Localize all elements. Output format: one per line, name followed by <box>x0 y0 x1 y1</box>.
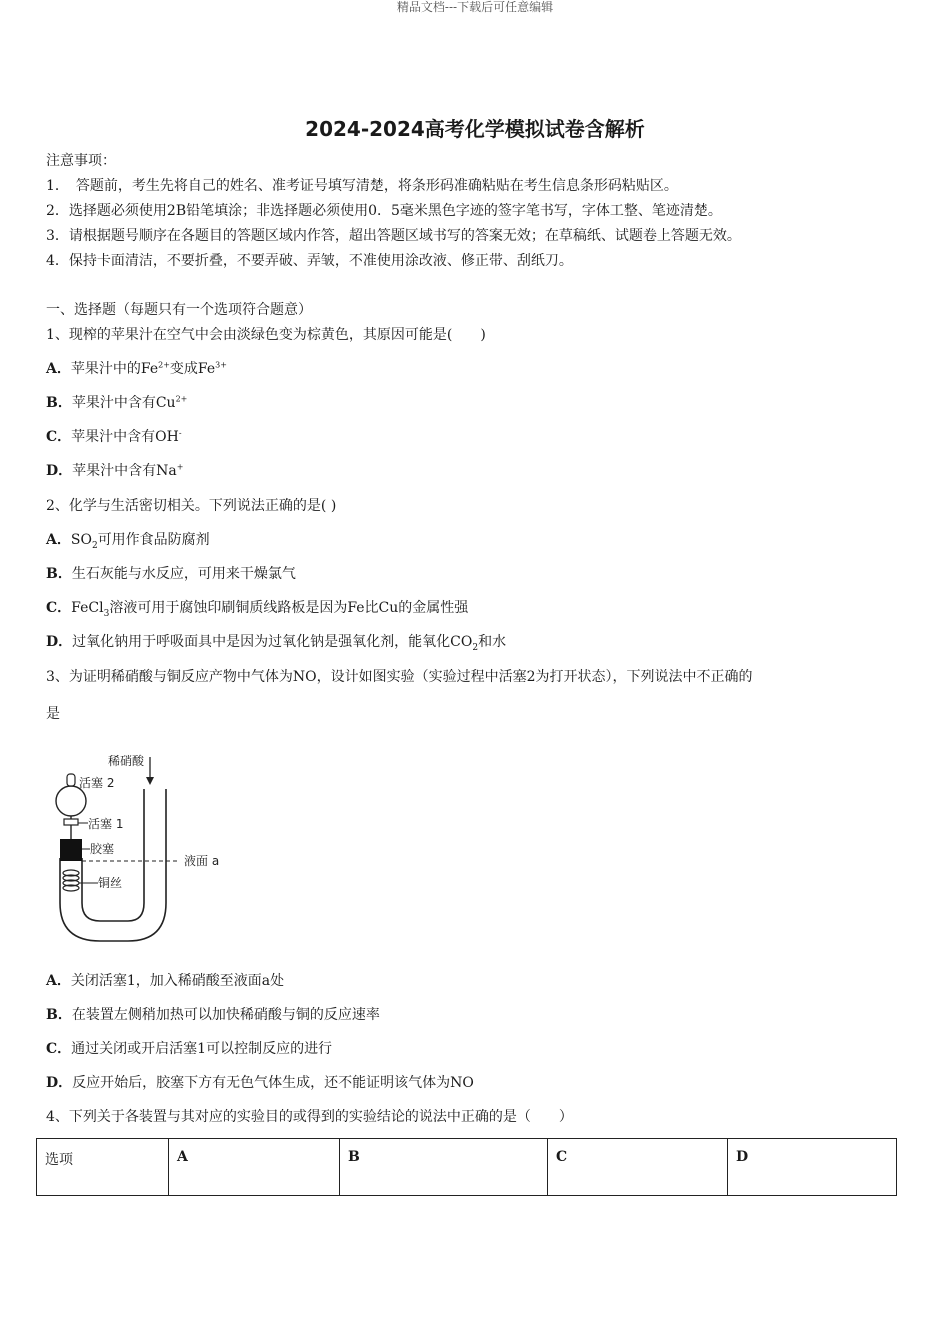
charge-superscript: 2+ <box>175 394 188 404</box>
charge-superscript: 2+ <box>158 360 170 370</box>
option-label: B． <box>46 1007 72 1023</box>
label-rubber-stopper: 胶塞 <box>90 842 115 856</box>
rubber-stopper <box>60 839 82 861</box>
q3-option-d <box>46 1074 474 1092</box>
table-header-cell: B <box>340 1139 548 1196</box>
charge-superscript: + <box>176 462 184 472</box>
q3-stem-line-1: 3、为证明稀硝酸与铜反应产物中气体为NO，设计如图实验（实验过程中活塞2为打开状态），下列说法中不正确的 <box>46 669 753 685</box>
valve-1 <box>64 819 78 825</box>
funnel-bulb <box>56 786 86 816</box>
option-text: 在装置左侧稍加热可以加快稀硝酸与铜的反应速率 <box>71 1007 380 1023</box>
option-text: 和水 <box>478 634 507 650</box>
table-header-cell: D <box>728 1139 897 1196</box>
option-text: SO <box>70 532 92 548</box>
option-label: A． <box>46 361 71 377</box>
notice-item-3: 3．请根据题号顺序在各题目的答题区域内作答，超出答题区域书写的答案无效；在草稿纸、试题卷上答题无效。 <box>46 228 741 244</box>
section-heading: 一、选择题（每题只有一个选项符合题意） <box>46 302 312 318</box>
option-text: 可用作食品防腐剂 <box>97 532 210 548</box>
q2-stem: 2、化学与生活密切相关。下列说法正确的是( ) <box>46 498 337 514</box>
q1-option-a <box>46 360 227 378</box>
q1-option-b <box>46 394 187 412</box>
q3-stem-line-2: 是 <box>46 706 60 722</box>
notice-item-2: 2．选择题必须使用2B铅笔填涂；非选择题必须使用0．5毫米黑色字迹的签字笔书写，字体工整、笔迹清楚。 <box>46 203 722 219</box>
q2-option-a <box>46 531 210 549</box>
option-label: C． <box>46 429 72 445</box>
option-label: D． <box>46 634 73 650</box>
valve-2 <box>67 774 75 786</box>
option-text: 过氧化钠用于呼吸面具中是因为过氧化钠是强氧化剂，能氧化CO <box>72 634 473 650</box>
table-header-cell: C <box>548 1139 728 1196</box>
q2-option-c <box>46 599 468 617</box>
option-label: B． <box>46 395 72 411</box>
page-title: 2024-2024高考化学模拟试卷含解析 <box>305 117 645 141</box>
option-text: 苹果汁中的Fe <box>70 361 159 377</box>
notice-item-1: 1． 答题前，考生先将自己的姓名、准考证号填写清楚，将条形码准确粘贴在考生信息条形码粘贴区。 <box>46 178 678 194</box>
option-text: 通过关闭或开启活塞1可以控制反应的进行 <box>71 1041 333 1057</box>
subscript: 3 <box>103 608 110 619</box>
option-label: D． <box>46 1075 73 1091</box>
header-watermark: 精品文档---下载后可任意编辑 <box>396 0 554 14</box>
option-label: A． <box>46 973 71 989</box>
subscript: 2 <box>472 642 479 653</box>
notice-heading: 注意事项： <box>46 153 116 169</box>
q1-option-c <box>46 428 182 446</box>
u-tube-apparatus-figure <box>50 753 240 948</box>
q3-option-b <box>46 1006 380 1024</box>
table-header-cell: A <box>169 1139 340 1196</box>
q1-option-d <box>46 462 183 480</box>
option-label: C． <box>46 600 72 616</box>
label-copper-wire: 铜丝 <box>98 876 123 890</box>
option-label: A． <box>46 532 71 548</box>
option-text: 反应开始后，胶塞下方有无色气体生成，还不能证明该气体为NO <box>72 1075 474 1091</box>
label-valve-1: 活塞 1 <box>88 817 124 831</box>
option-label: B． <box>46 566 72 582</box>
option-text: 苹果汁中含有Cu <box>71 395 176 411</box>
table-header-cell: 选项 <box>37 1139 169 1196</box>
option-text: 变成Fe <box>169 361 216 377</box>
option-text: 关闭活塞1，加入稀硝酸至液面a处 <box>70 973 285 989</box>
option-label: D． <box>46 463 73 479</box>
option-text: 苹果汁中含有OH <box>71 429 179 445</box>
q3-option-c <box>46 1040 332 1058</box>
subscript: 2 <box>91 540 98 551</box>
option-label: C． <box>46 1041 72 1057</box>
label-valve-2: 活塞 2 <box>79 776 115 790</box>
copper-wire-coil <box>63 870 79 891</box>
q2-option-d <box>46 633 506 651</box>
option-text: 生石灰能与水反应，可用来干燥氯气 <box>71 566 296 582</box>
charge-superscript: 3+ <box>215 360 227 370</box>
option-text: 苹果汁中含有Na <box>72 463 177 479</box>
q2-option-b <box>46 565 296 583</box>
option-text: 溶液可用于腐蚀印刷铜质线路板是因为Fe比Cu的金属性强 <box>109 600 469 616</box>
q4-options-table <box>36 1138 897 1196</box>
q3-option-a <box>46 972 284 990</box>
notice-item-4: 4．保持卡面清洁，不要折叠，不要弄破、弄皱，不准使用涂改液、修正带、刮纸刀。 <box>46 253 573 269</box>
label-dilute-nitric-acid: 稀硝酸 <box>108 754 145 768</box>
acid-arrow-head <box>146 777 154 785</box>
q1-stem: 1、现榨的苹果汁在空气中会由淡绿色变为棕黄色，其原因可能是( ) <box>46 327 486 343</box>
q4-stem: 4、下列关于各装置与其对应的实验目的或得到的实验结论的说法中正确的是（ ） <box>46 1109 573 1125</box>
charge-superscript: - <box>178 428 182 438</box>
table-row <box>37 1139 897 1196</box>
option-text: FeCl <box>71 600 104 616</box>
label-liquid-level-a: 液面 a <box>184 854 220 868</box>
